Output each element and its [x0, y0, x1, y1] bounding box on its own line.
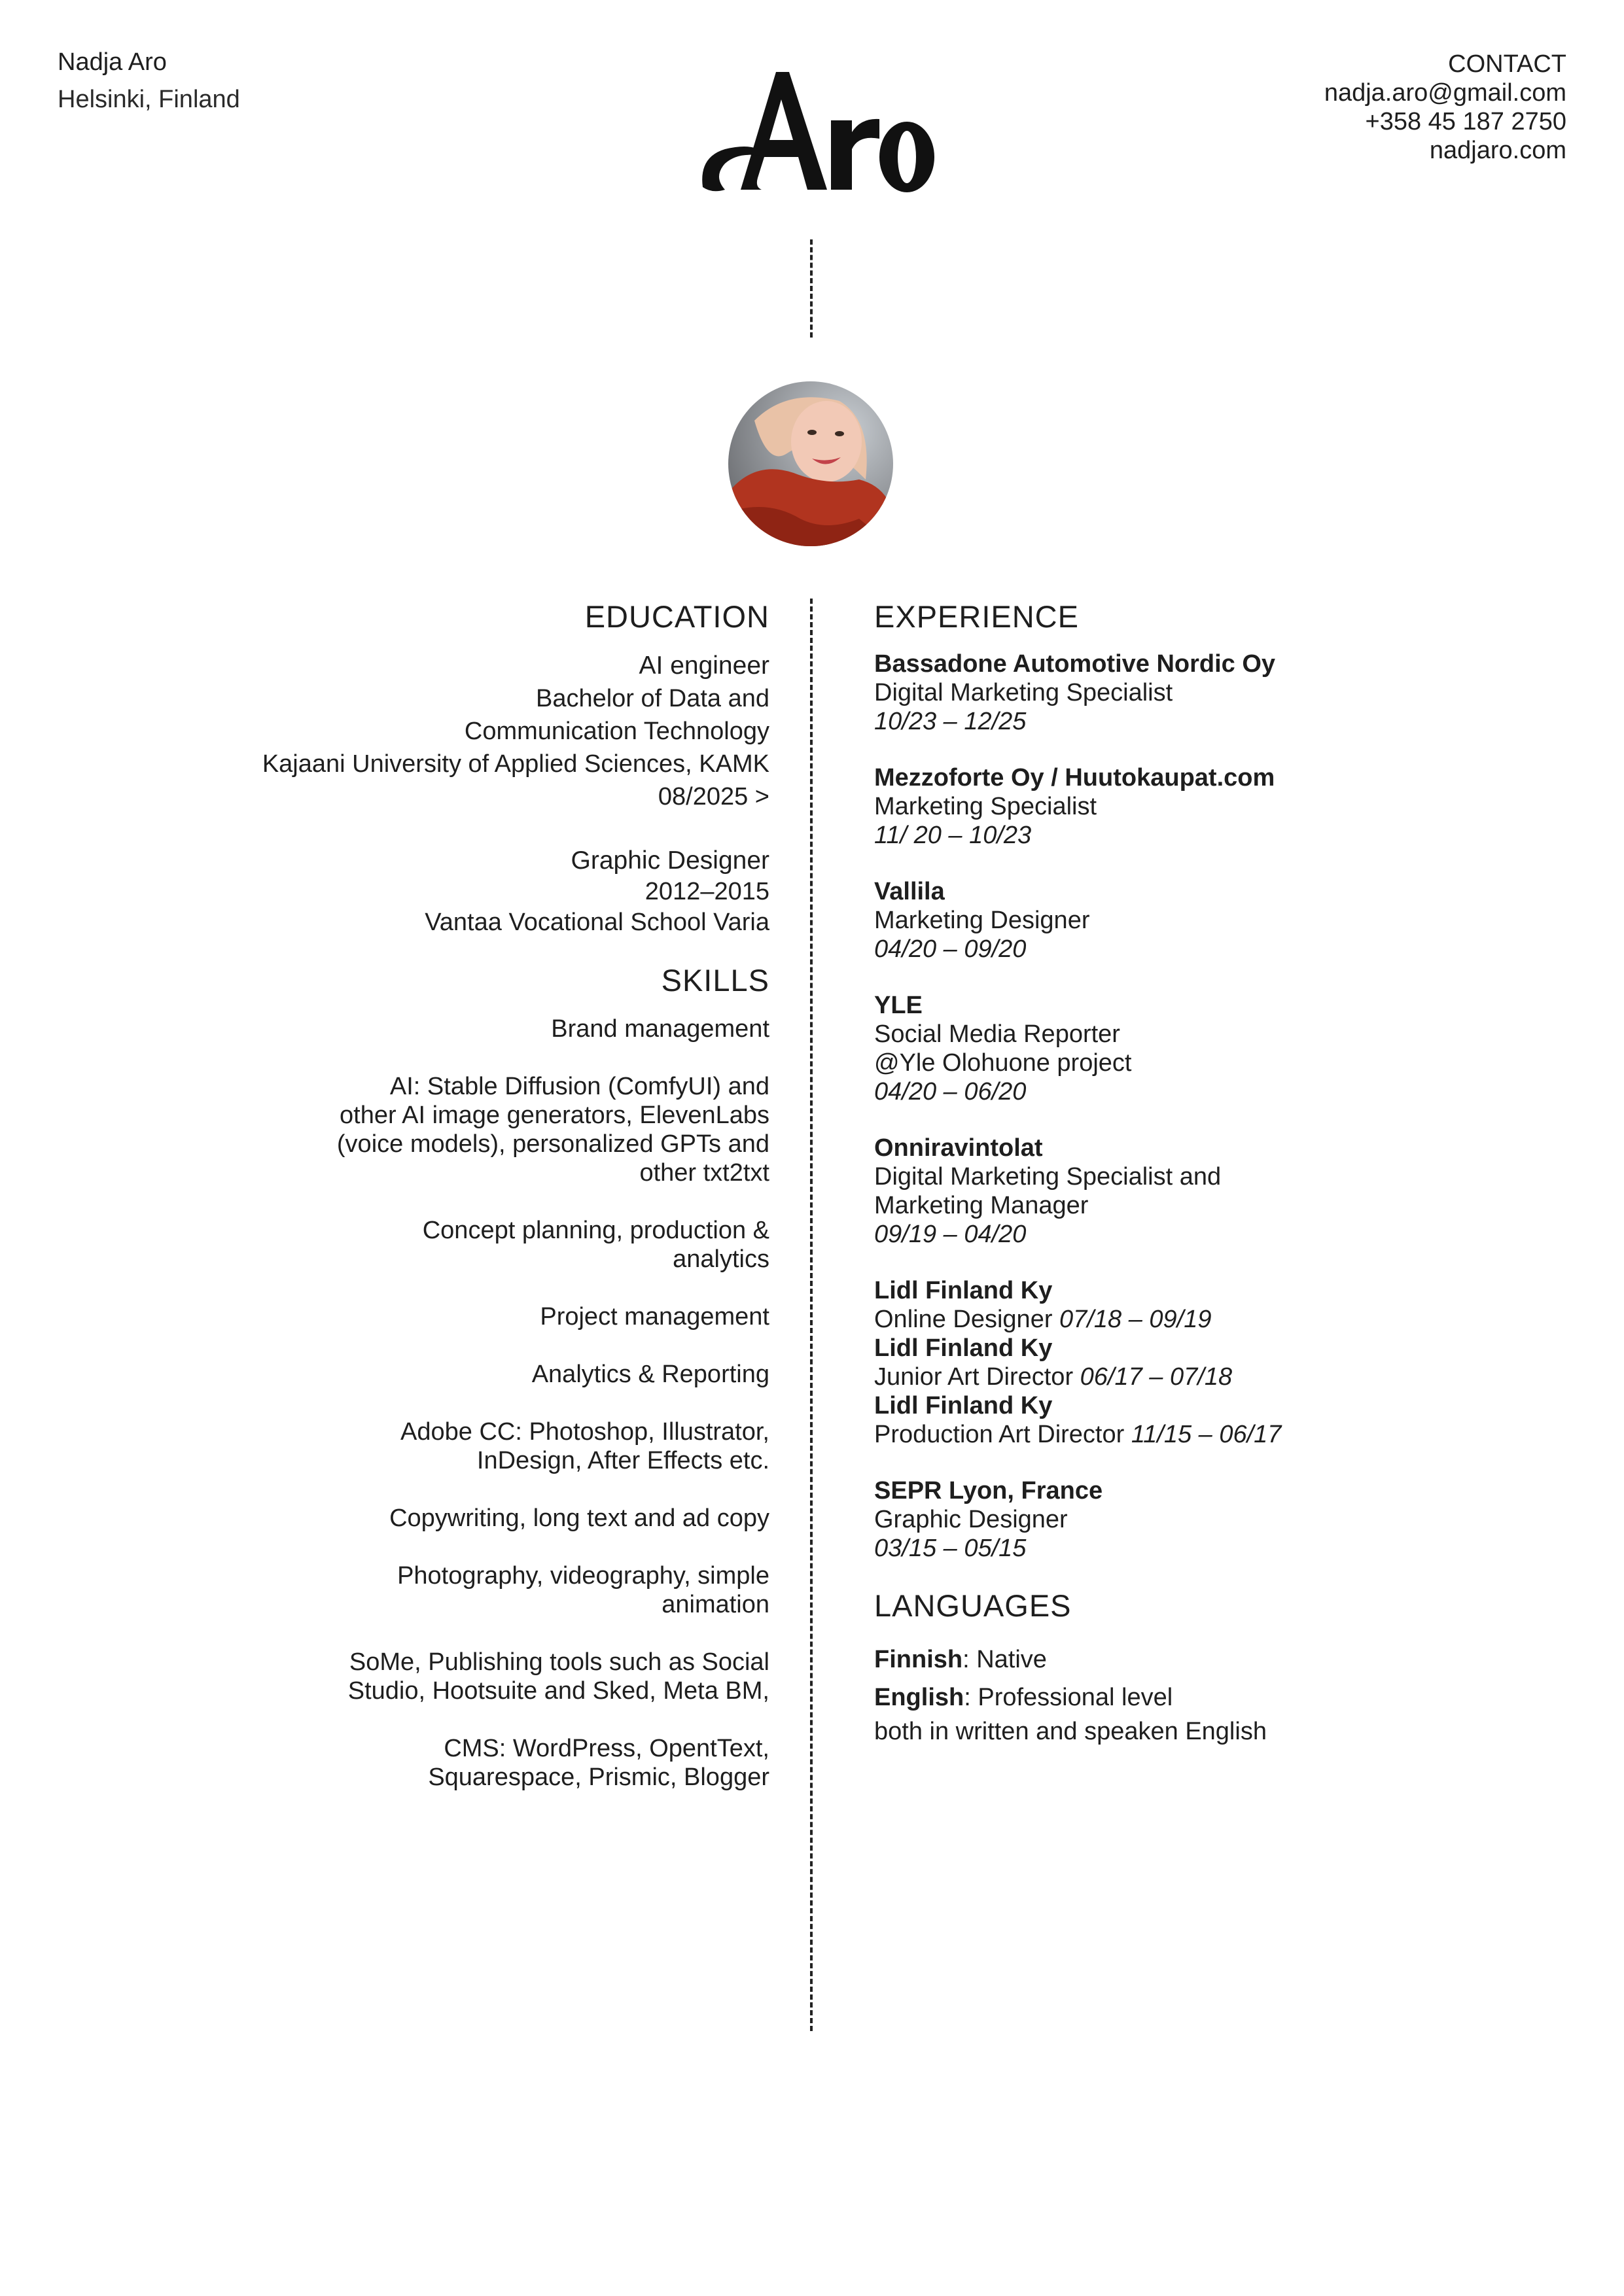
divider-center: [810, 599, 813, 2031]
job-dates: 06/17 – 07/18: [1080, 1363, 1233, 1391]
job-entry: [874, 650, 1528, 736]
job-entry: [874, 1476, 1528, 1563]
skill-item: Concept planning, production & analytics: [422, 1217, 769, 1273]
contact-block: [1324, 50, 1566, 165]
skill-item: Brand management: [551, 1015, 769, 1043]
job-role: Digital Marketing Specialist: [874, 679, 1173, 706]
education-title: EDUCATION: [584, 599, 769, 634]
job-entry: [874, 1134, 1528, 1249]
contact-website[interactable]: nadjaro.com: [1429, 137, 1566, 164]
job-entry: [874, 991, 1528, 1106]
job-role-detail: @Yle Olohuone project: [874, 1049, 1132, 1077]
aro-logo: [699, 59, 937, 198]
job-company: Bassadone Automotive Nordic Oy: [874, 650, 1276, 678]
job-entry: [874, 763, 1528, 850]
education-line: 2012–2015: [644, 878, 769, 905]
job-company: Lidl Finland Ky: [874, 1392, 1053, 1419]
skill-item: SoMe, Publishing tools such as Social Studio, Hootsuite and Sked, Meta BM,: [347, 1648, 769, 1705]
job-role: Marketing Designer: [874, 907, 1090, 934]
education-line: 08/2025 >: [658, 783, 769, 810]
candidate-name: Nadja Aro: [58, 48, 167, 76]
job-company: Vallila: [874, 878, 945, 905]
skill-item: Adobe CC: Photoshop, Illustrator, InDesign, After Effects etc.: [400, 1418, 769, 1474]
divider-top: [810, 239, 813, 338]
skill-item: CMS: WordPress, OpentText, Squarespace, Prismic, Blogger: [428, 1735, 769, 1791]
education-line: Bachelor of Data and: [535, 685, 769, 712]
job-role: Graphic Designer: [874, 1506, 1068, 1533]
job-entry: [874, 877, 1528, 964]
right-column: [874, 599, 1528, 1748]
job-role: Online Designer: [874, 1306, 1053, 1333]
job-dates: 10/23 – 12/25: [874, 708, 1027, 735]
skills-title: SKILLS: [661, 963, 769, 998]
job-dates: 09/19 – 04/20: [874, 1221, 1027, 1248]
contact-email[interactable]: nadja.aro@gmail.com: [1324, 79, 1566, 107]
job-role: Production Art Director: [874, 1421, 1125, 1448]
job-company: YLE: [874, 992, 923, 1019]
job-role: Marketing Specialist: [874, 793, 1097, 820]
language-finnish: Finnish: Native: [874, 1646, 1047, 1673]
language-english-note: both in written and speaken English: [874, 1718, 1267, 1745]
job-entry-lidl: [874, 1276, 1528, 1449]
job-dates: 04/20 – 09/20: [874, 935, 1027, 963]
job-role: Social Media Reporter: [874, 1020, 1120, 1048]
job-company: Mezzoforte Oy / Huutokaupat.com: [874, 764, 1275, 791]
skill-item: AI: Stable Diffusion (ComfyUI) and other AI image generators, ElevenLabs (voice models), personalized GPTs and other txt2txt: [336, 1073, 769, 1187]
education-degree: Graphic Designer: [571, 846, 769, 875]
candidate-location: Helsinki, Finland: [58, 86, 240, 113]
job-role-detail: Marketing Manager: [874, 1192, 1089, 1219]
education-line: Kajaani University of Applied Sciences, KAMK: [262, 750, 769, 778]
skill-item: Photography, videography, simple animation: [397, 1562, 769, 1618]
job-dates: 03/15 – 05/15: [874, 1535, 1027, 1562]
job-dates: 11/15 – 06/17: [1131, 1421, 1282, 1448]
job-dates: 07/18 – 09/19: [1059, 1306, 1212, 1333]
education-line: Vantaa Vocational School Varia: [425, 909, 769, 936]
contact-phone[interactable]: +358 45 187 2750: [1365, 108, 1566, 135]
job-company: Lidl Finland Ky: [874, 1277, 1053, 1304]
experience-title: EXPERIENCE: [874, 599, 1079, 634]
job-company: SEPR Lyon, France: [874, 1477, 1103, 1505]
contact-title: CONTACT: [1448, 50, 1566, 78]
profile-photo: [728, 381, 893, 546]
job-company: Onniravintolat: [874, 1134, 1043, 1162]
left-column: [115, 599, 769, 1820]
education-degree: AI engineer: [639, 652, 769, 680]
job-dates: 04/20 – 06/20: [874, 1078, 1027, 1105]
skill-item: Project management: [540, 1303, 769, 1331]
education-line: Communication Technology: [464, 718, 769, 745]
job-role: Digital Marketing Specialist and: [874, 1163, 1222, 1191]
job-dates: 11/ 20 – 10/23: [874, 822, 1032, 849]
skill-item: Copywriting, long text and ad copy: [389, 1505, 769, 1532]
skill-item: Analytics & Reporting: [531, 1361, 769, 1388]
job-role: Junior Art Director: [874, 1363, 1074, 1391]
language-english: English: Professional level: [874, 1684, 1173, 1711]
job-company: Lidl Finland Ky: [874, 1334, 1053, 1362]
languages-title: LANGUAGES: [874, 1588, 1072, 1623]
